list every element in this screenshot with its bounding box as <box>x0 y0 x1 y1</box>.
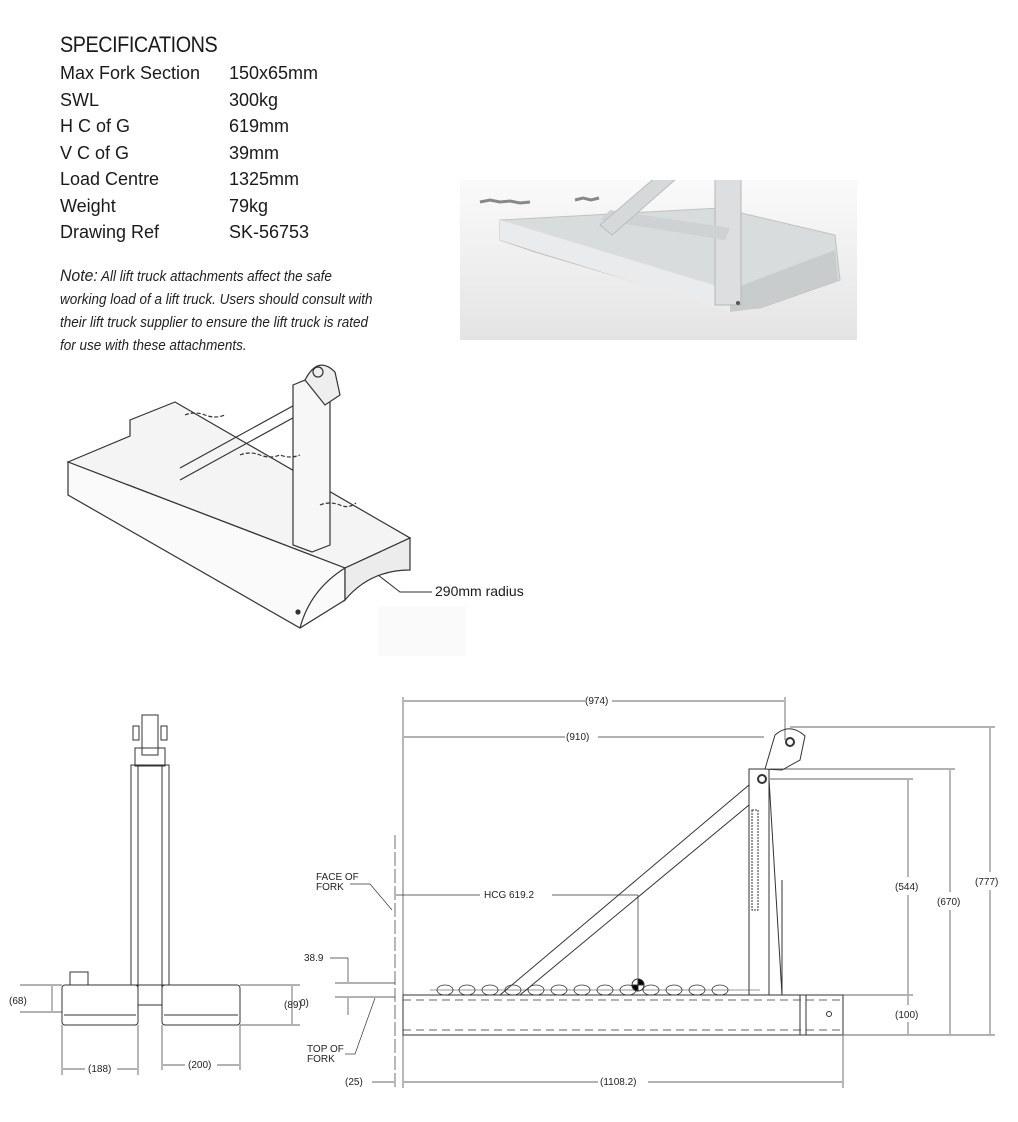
blank-patch <box>378 606 466 656</box>
spec-value: SK-56753 <box>229 222 310 242</box>
dim-777: (777) <box>975 877 999 888</box>
spec-label: H C of G <box>60 116 131 136</box>
dim-68: (68) <box>9 996 27 1007</box>
spec-value: 1325mm <box>229 169 300 189</box>
cut-dim-label: 0) <box>300 998 309 1009</box>
top-of-fork-label-1: TOP OF <box>307 1044 344 1055</box>
top-of-fork-label-2: FORK <box>307 1054 335 1065</box>
dim-670: (670) <box>937 897 961 908</box>
dim-100: (100) <box>895 1010 919 1021</box>
face-of-fork-label-1: FACE OF <box>316 872 359 883</box>
dim-974: (974) <box>585 696 609 707</box>
dim-188: (188) <box>88 1064 112 1075</box>
isometric-drawing <box>68 365 432 628</box>
dim-910: (910) <box>566 732 590 743</box>
spec-value: 150x65mm <box>229 63 319 83</box>
note-text: All lift truck attachments affect the safe working load of a lift truck. Users should consult with their lift truck supplier to ensure the lift truck is rated for use with these attachments. <box>60 269 373 354</box>
radius-callout: 290mm radius <box>435 583 524 599</box>
hcg-label: HCG 619.2 <box>484 890 535 901</box>
dim-200: (200) <box>188 1060 212 1071</box>
spec-label: Weight <box>60 195 116 216</box>
spec-value: 619mm <box>229 116 290 136</box>
spec-label: SWL <box>60 89 100 110</box>
spec-label: V C of G <box>60 142 130 163</box>
dim-1108: (1108.2) <box>600 1077 637 1088</box>
spec-label: Drawing Ref <box>60 222 160 242</box>
dim-25: (25) <box>345 1077 363 1088</box>
dim-89: (89) <box>284 1000 302 1011</box>
spec-label: Load Centre <box>60 169 160 189</box>
face-of-fork-label-2: FORK <box>316 882 344 893</box>
vcg-label: 38.9 <box>304 953 324 964</box>
note-lead: Note: <box>60 266 98 285</box>
dim-544: (544) <box>895 882 919 893</box>
spec-value: 79kg <box>229 195 269 216</box>
front-view-drawing <box>20 715 300 1075</box>
spec-value: 300kg <box>229 89 279 110</box>
specifications-title: SPECIFICATIONS <box>60 32 218 57</box>
spec-value: 39mm <box>229 142 280 163</box>
spec-label: Max Fork Section <box>60 63 201 83</box>
